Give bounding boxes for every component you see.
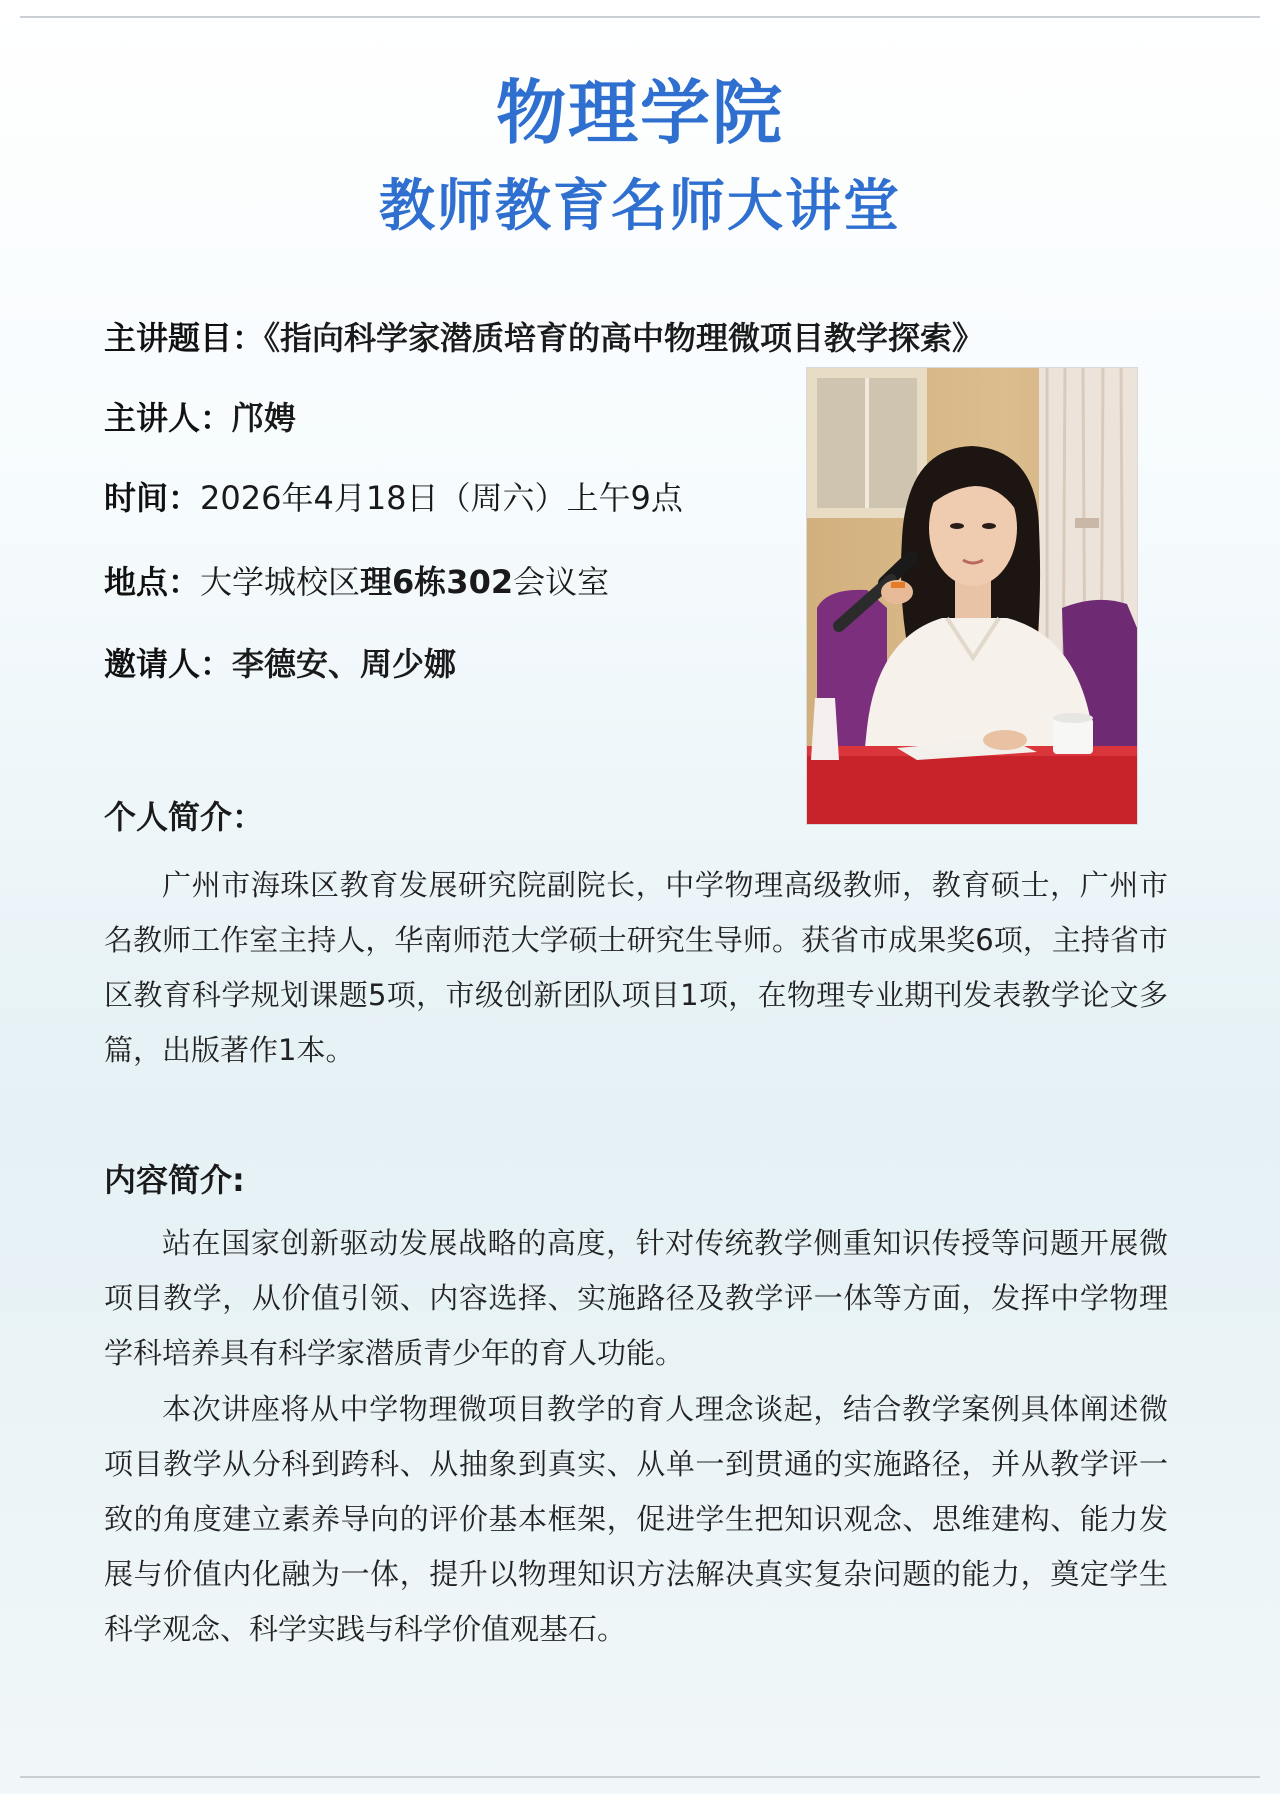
place-value-room: 理6栋302	[360, 563, 514, 601]
topic-label: 主讲题目：	[104, 319, 265, 357]
place-value-prefix: 大学城校区	[200, 563, 361, 601]
speaker-value: 邝娉	[232, 399, 297, 437]
inviter-label: 邀请人：	[104, 645, 233, 683]
bio-paragraph: 广州市海珠区教育发展研究院副院长，中学物理高级教师，教育硕士，广州市名教师工作室主持人，华南师范大学硕士研究生导师。获省市成果奖6项，主持省市区教育科学规划课题5项，市级创新团队项目1项，在物理专业期刊发表教学论文多篇，出版著作1本。	[104, 868, 1168, 1067]
inviter-row	[104, 642, 456, 686]
content-paragraph-1: 站在国家创新驱动发展战略的高度，针对传统教学侧重知识传授等问题开展微项目教学，从价值引领、内容选择、实施路径及教学评一体等方面，发挥中学物理学科培养具有科学家潜质青少年的育人功能。	[104, 1226, 1168, 1370]
time-label: 时间：	[104, 479, 201, 517]
topic-value: 《指向科学家潜质培育的高中物理微项目教学探索》	[264, 319, 985, 357]
speaker-label: 主讲人：	[104, 399, 233, 437]
place-value-suffix: 会议室	[513, 563, 610, 601]
top-divider	[20, 16, 1260, 18]
place-row	[104, 560, 609, 604]
time-row	[104, 476, 683, 520]
bio-heading: 个人简介：	[104, 798, 265, 836]
inviter-value: 李德安、周少娜	[232, 645, 457, 683]
topic-row	[104, 316, 984, 360]
content-paragraph-2: 本次讲座将从中学物理微项目教学的育人理念谈起，结合教学案例具体阐述微项目教学从分科到跨科、从抽象到真实、从单一到贯通的实施路径，并从教学评一致的角度建立素养导向的评价基本框架，促进学生把知识观念、思维建构、能力发展与价值内化融为一体，提升以物理知识方法解决真实复杂问题的能力，奠定学生科学观念、科学实践与科学价值观基石。	[104, 1392, 1168, 1646]
speaker-row	[104, 396, 296, 440]
time-value: 2026年4月18日（周六）上午9点	[200, 479, 683, 517]
poster-title: 物理学院	[496, 72, 784, 154]
speaker-photo	[806, 367, 1138, 825]
poster-subtitle: 教师教育名师大讲堂	[379, 174, 901, 239]
content-heading: 内容简介:	[104, 1161, 245, 1199]
place-label: 地点：	[104, 563, 201, 601]
bottom-divider	[20, 1776, 1260, 1778]
